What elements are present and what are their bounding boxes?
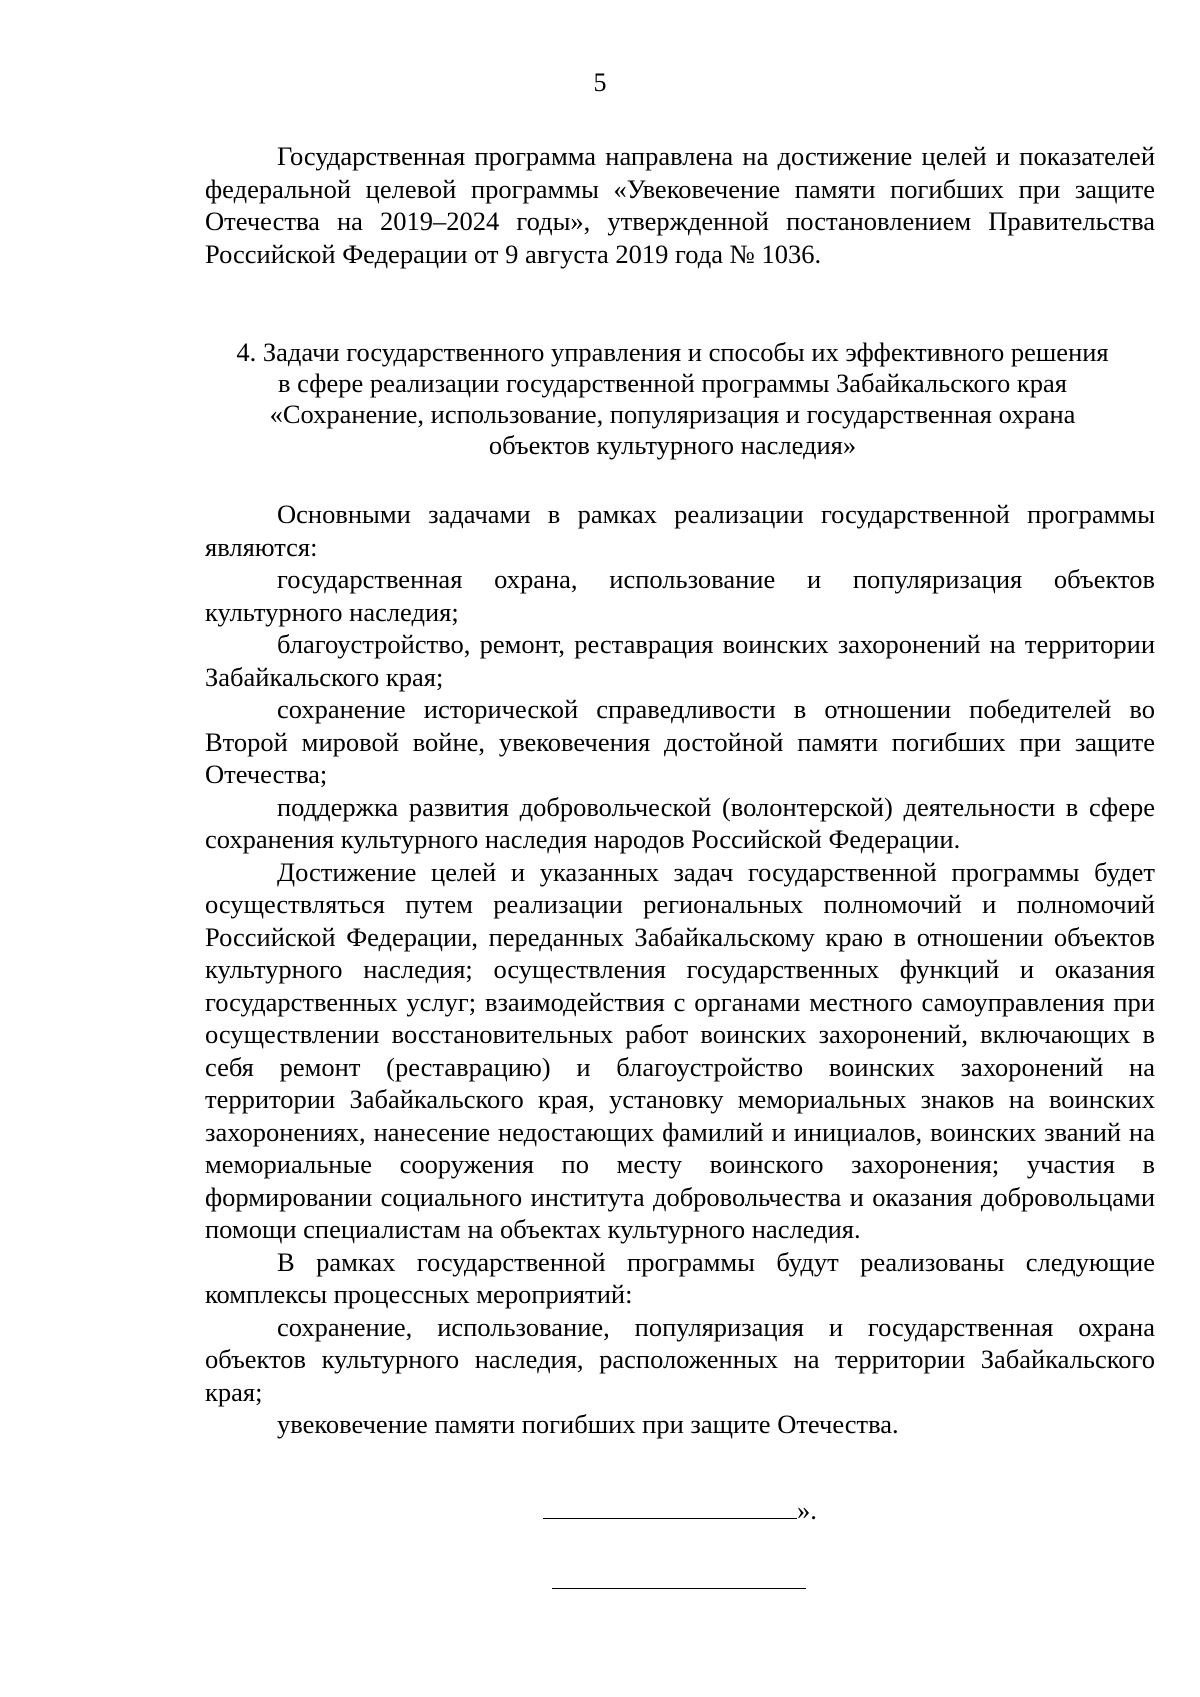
section-heading-line: «Сохранение, использование, популяризация и государственная охрана <box>269 399 1076 429</box>
closing-underline <box>543 1496 797 1519</box>
intro-paragraph: Государственная программа направлена на достижение целей и показателей федеральной целевой программы «Увековечение памяти погибших при защите Отечества на 2019–2024 годы», утвержденной постановлением Правительства Российской Федерации от 9 августа 2019 года № 1036. <box>205 141 1155 269</box>
intro-section <box>205 140 1155 270</box>
process-complex-item: сохранение, использование, популяризация и государственная охрана объектов культурного наследия, расположенных на территории Забайкальского края; <box>205 1311 1155 1407</box>
closing-quote-mark: ». <box>797 1495 817 1525</box>
closing-line <box>543 1495 817 1525</box>
section-heading-line: объектов культурного наследия» <box>488 430 857 460</box>
footer-divider <box>552 1588 806 1589</box>
task-item: благоустройство, ремонт, реставрация воинских захоронений на территории Забайкальского края; <box>205 629 1155 692</box>
section-heading-line: 4. Задачи государственного управления и способы их эффективного решения <box>236 337 1109 367</box>
task-item: государственная охрана, использование и популяризация объектов культурного наследия; <box>205 564 1155 627</box>
task-item: сохранение исторической справедливости в отношении победителей во Второй мировой войне, увековечения достойной памяти погибших при защите Отечества; <box>205 694 1155 789</box>
tasks-intro-paragraph: Основными задачами в рамках реализации государственной программы являются: <box>205 499 1155 562</box>
process-complex-item: увековечение памяти погибших при защите Отечества. <box>277 1409 899 1439</box>
process-complexes-intro: В рамках государственной программы будут реализованы следующие комплексы процессных мероприятий: <box>205 1246 1155 1309</box>
achievement-paragraph: Достижение целей и указанных задач государственной программы будет осуществляться путем реализации региональных полномочий и полномочий Российской Федерации, переданных Забайкальскому краю в отношении объектов культурного наследия; осуществления государственных функций и оказания государственных услуг; взаимодействия с органами местного самоуправления при осуществлении восстановительных работ воинских захоронений, включающих в себя ремонт (реставрацию) и благоустройство воинских захоронений на территории Забайкальского края, установку мемориальных знаков на воинских захоронениях, нанесение недостающих фамилий и инициалов, воинских званий на мемориальные сооружения по месту воинского захоронения; участия в формировании социального института добровольчества и оказания добровольцами помощи специалистам на объектах культурного наследия. <box>205 856 1155 1244</box>
page-number: 5 <box>593 68 607 97</box>
task-item: поддержка развития добровольческой (волонтерской) деятельности в сфере сохранения культурного наследия народов Российской Федерации. <box>205 791 1155 854</box>
section-heading <box>190 337 1155 461</box>
body-section <box>205 498 1155 1441</box>
section-heading-line: в сфере реализации государственной программы Забайкальского края <box>278 368 1067 398</box>
